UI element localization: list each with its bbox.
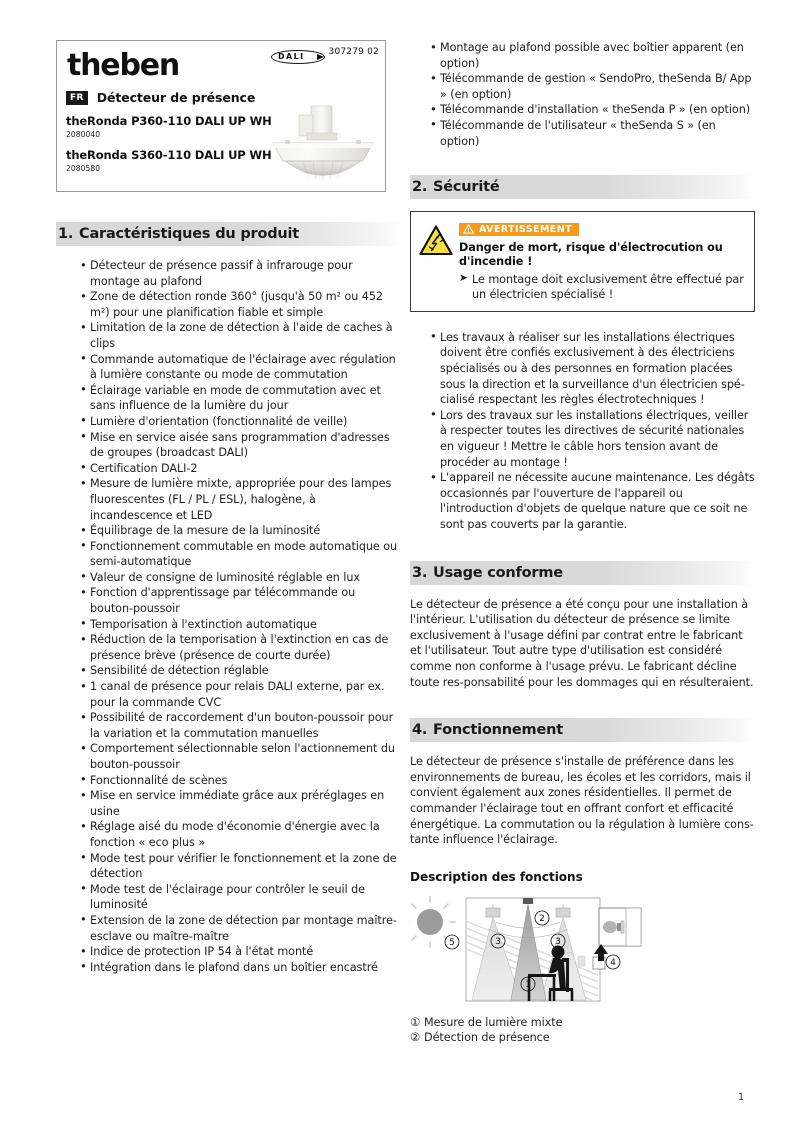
list-item: • Extension de la zone de détection par montage maître-esclave ou maître-maître (78, 913, 401, 944)
list-item: • Valeur de consigne de luminosité réglable en lux (78, 570, 401, 586)
list-item: • Fonctionnement commutable en mode automatique ou semi-automatique (78, 539, 401, 570)
page-number: 1 (737, 1092, 744, 1103)
dali-logo (271, 50, 327, 65)
section-header-product-features (56, 222, 401, 246)
right-column (410, 40, 755, 1046)
svg-text:5: 5 (449, 937, 455, 948)
section-number: 3. (412, 564, 428, 581)
svg-text:3: 3 (555, 936, 561, 947)
warning-banner (459, 223, 579, 236)
list-item: • Indice de protection IP 54 à l'état monté (78, 944, 401, 960)
list-item: • Zone de détection ronde 360° (jusqu'à 50 m² ou 452 m²) pour une planification fiable et simple (78, 289, 401, 320)
electrical-hazard-icon (419, 219, 457, 302)
section-header-operation (410, 718, 755, 742)
article-number-1: 2080040 (66, 130, 101, 139)
list-item: • Montage au plafond possible avec boîtier apparent (en option) (428, 40, 755, 71)
svg-text:4: 4 (610, 957, 616, 968)
list-item: • Fonction d'apprentissage par télécommande ou bouton-poussoir (78, 585, 401, 616)
language-badge: FR (66, 91, 88, 105)
list-item: • Mise en service immédiate grâce aux préréglages en usine (78, 788, 401, 819)
list-item: • Télécommande de l'utilisateur « theSenda S » (en option) (428, 118, 755, 149)
list-item: • Télécommande d'installation « theSenda P » (en option) (428, 102, 755, 118)
product-header-box (56, 40, 386, 192)
list-item: • L'appareil ne nécessite aucune maintenance. Les dégâts occasionnés par l'ouverture de l'appareil ou l'introduction d'objets de quelque nature que ce soit ne sont pas couverts par la garantie. (428, 470, 755, 532)
dali-logo-arrow-icon (317, 54, 324, 60)
section-title: Usage conforme (433, 564, 563, 581)
list-item: • Fonctionnalité de scènes (78, 773, 401, 789)
section-number: 4. (412, 722, 428, 739)
section-header-security (410, 175, 755, 199)
legend-item (410, 1030, 755, 1045)
section-title: Fonctionnement (433, 722, 563, 739)
legend-callout-number: ② (410, 1030, 421, 1045)
operation-paragraph: Le détecteur de présence s'installe de préférence dans les environnements de bureau, les écoles et les corridors, mais il convient également aux zones résidentielles. Il permet de commander l'éclairage tout en offrant confort et efficacité énergétique. La commutation ou la régulation à lumière cons-tante influence l'éclairage. (410, 755, 754, 847)
list-item: • Équilibrage de la mesure de la luminosité (78, 523, 401, 539)
security-notes-list (428, 330, 755, 533)
list-item: • Les travaux à réaliser sur les installations électriques doivent être confiés exclusivement à des électriciens spécialisés ou à des personnes en formation placées sous la direction et la surveillance d'un électricien spé-cialisé respectant les règles électrotechniques ! (428, 330, 755, 408)
warning-action (459, 272, 746, 302)
document-type-title: Détecteur de présence (96, 90, 256, 105)
left-column (56, 40, 401, 975)
function-diagram (410, 896, 755, 1007)
svg-text:3: 3 (495, 936, 501, 947)
product-features-continued-list (428, 40, 755, 149)
legend-text: Mesure de lumière mixte (424, 1015, 563, 1029)
section-header-intended-use (410, 561, 755, 585)
diagram-legend (410, 1015, 755, 1046)
function-description-subheading: Description des fonctions (410, 869, 583, 884)
list-item: • Mode test de l'éclairage pour contrôler le seuil de luminosité (78, 882, 401, 913)
list-item: • Limitation de la zone de détection à l'aide de caches à clips (78, 320, 401, 351)
list-item: • Éclairage variable en mode de commutation avec et sans influence de la lumière du jour (78, 383, 401, 414)
list-item: • Comportement sélectionnable selon l'actionnement du bouton-poussoir (78, 741, 401, 772)
model-name-1: theRonda P360-110 DALI UP WH (66, 114, 272, 128)
list-item: • 1 canal de présence pour relais DALI externe, par ex. pour la commande CVC (78, 679, 401, 710)
model-name-2: theRonda S360-110 DALI UP WH (66, 148, 272, 162)
svg-text:1: 1 (525, 979, 531, 990)
brand-logo: theben (67, 48, 180, 83)
warning-box (410, 211, 755, 312)
list-item: • Possibilité de raccordement d'un bouton-poussoir pour la variation et la commutation manuelles (78, 710, 401, 741)
list-item: • Télécommande de gestion « SendoPro, theSenda B/ App » (en option) (428, 71, 755, 102)
section-number: 1. (58, 226, 74, 242)
list-item: • Mesure de lumière mixte, appropriée pour des lampes fluorescentes (FL / PL / ESL), halogène, à incandescence et LED (78, 476, 401, 523)
list-item: • Mise en service aisée sans programmation d'adresses de groupes (broadcast DALI) (78, 430, 401, 461)
product-features-list (78, 258, 401, 975)
list-item: • Lumière d'orientation (fonctionnalité de veille) (78, 414, 401, 430)
warning-title: Danger de mort, risque d'électrocution ou d'incendie ! (459, 240, 723, 269)
list-item: • Temporisation à l'extinction automatique (78, 617, 401, 633)
legend-text: Détection de présence (424, 1031, 550, 1045)
list-item: • Commande automatique de l'éclairage avec régulation à lumière constante ou mode de commutation (78, 352, 401, 383)
article-number-2: 2080580 (66, 164, 101, 173)
section-title: Caractéristiques du produit (79, 226, 300, 242)
list-item: • Réduction de la temporisation à l'extinction en cas de présence brève (présence de courte durée) (78, 632, 401, 663)
list-item: • Réglage aisé du mode d'économie d'énergie avec la fonction « eco plus » (78, 819, 401, 850)
list-item: • Intégration dans le plafond dans un boîtier encastré (78, 960, 401, 976)
intended-use-paragraph: Le détecteur de présence a été conçu pour une installation à l'intérieur. L'utilisation du détecteur de présence se limite exclusivement à l'usage défini par contrat entre le fabricant et l'utilisateur. Tout autre type d'utilisation est considéré comme non conforme à l'usage prévu. Le fabricant décline toute res-ponsabilité pour les dommages qui en résulteraient. (410, 597, 754, 689)
warning-action-text: Le montage doit exclusivement être effectué par un électricien spécialisé ! (472, 272, 744, 301)
dali-logo-text: DALI (278, 52, 305, 61)
warning-content (457, 219, 746, 302)
warning-triangle-icon (463, 224, 474, 234)
legend-item (410, 1015, 755, 1030)
warning-banner-label: AVERTISSEMENT (479, 223, 572, 235)
list-item: • Certification DALI-2 (78, 461, 401, 477)
list-item: • Mode test pour vérifier le fonctionnement et la zone de détection (78, 851, 401, 882)
legend-callout-number: ① (410, 1014, 421, 1029)
svg-text:2: 2 (539, 913, 545, 924)
product-photo (269, 93, 377, 185)
document-number: 307279 02 (328, 47, 379, 57)
section-number: 2. (412, 179, 428, 196)
list-item: • Lors des travaux sur les installations électriques, veiller à respecter toutes les directives de sécurité nationales en vigueur ! Mettre le câble hors tension avant de procéder au montage ! (428, 408, 755, 470)
section-title: Sécurité (433, 179, 500, 196)
arrow-bullet-icon: ➤ (459, 272, 468, 285)
list-item: • Sensibilité de détection réglable (78, 663, 401, 679)
list-item: • Détecteur de présence passif à infrarouge pour montage au plafond (78, 258, 401, 289)
